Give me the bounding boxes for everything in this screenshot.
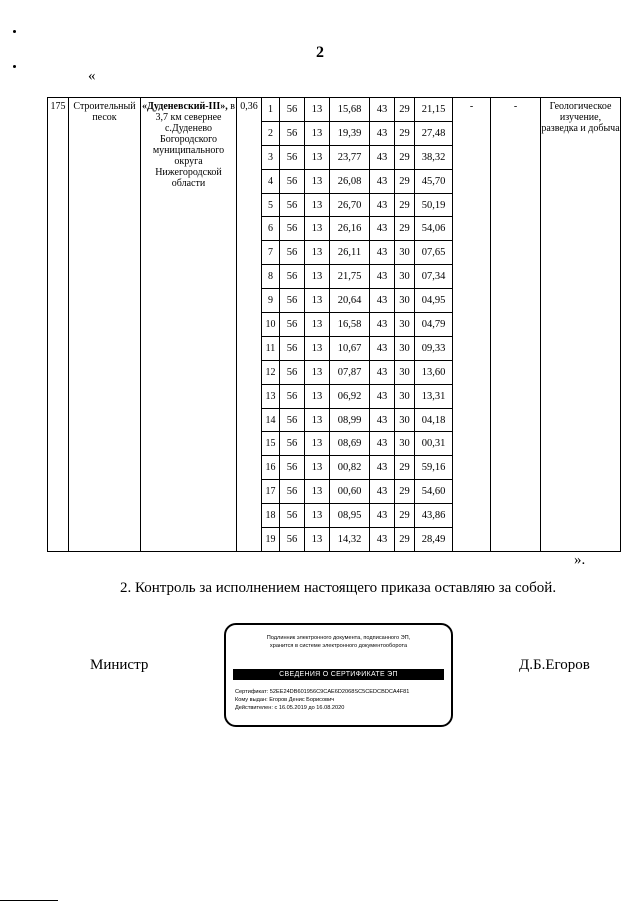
lat-minutes: 13: [305, 98, 330, 122]
stamp-line-1: Подлинник электронного документа, подписанного ЭП,: [266, 635, 411, 641]
lon-degrees: 43: [370, 121, 395, 145]
lat-seconds: 06,92: [330, 384, 370, 408]
stamp-details: [235, 688, 409, 712]
page-number: 2: [316, 44, 324, 61]
lat-degrees: 56: [280, 480, 305, 504]
lon-minutes: 29: [395, 480, 415, 504]
lon-seconds: 09,33: [415, 336, 453, 360]
lon-degrees: 43: [370, 98, 395, 122]
lon-degrees: 43: [370, 384, 395, 408]
lon-minutes: 29: [395, 145, 415, 169]
lat-degrees: 56: [280, 384, 305, 408]
point-number: 13: [262, 384, 280, 408]
lon-degrees: 43: [370, 408, 395, 432]
point-number: 6: [262, 217, 280, 241]
lon-seconds: 13,31: [415, 384, 453, 408]
lon-minutes: 30: [395, 265, 415, 289]
lat-minutes: 13: [305, 313, 330, 337]
point-number: 1: [262, 98, 280, 122]
point-number: 3: [262, 145, 280, 169]
e-signature-stamp: [224, 623, 453, 727]
lat-minutes: 13: [305, 193, 330, 217]
lon-seconds: 54,60: [415, 480, 453, 504]
lon-degrees: 43: [370, 313, 395, 337]
lat-seconds: 26,16: [330, 217, 370, 241]
lon-seconds: 27,48: [415, 121, 453, 145]
site-location: в 3,7 км севернее с.Дуденево Богородского муниципального округа Нижегородской области: [152, 101, 235, 189]
lat-minutes: 13: [305, 384, 330, 408]
mineral-type: Строительный песок: [69, 98, 141, 552]
lon-minutes: 30: [395, 360, 415, 384]
closing-quote: ».: [574, 552, 586, 568]
lon-minutes: 30: [395, 408, 415, 432]
lat-minutes: 13: [305, 528, 330, 552]
lon-seconds: 04,79: [415, 313, 453, 337]
lon-degrees: 43: [370, 193, 395, 217]
lat-degrees: 56: [280, 289, 305, 313]
lat-minutes: 13: [305, 241, 330, 265]
lat-seconds: 23,77: [330, 145, 370, 169]
point-number: 10: [262, 313, 280, 337]
lat-seconds: 00,82: [330, 456, 370, 480]
lat-degrees: 56: [280, 193, 305, 217]
lon-seconds: 04,18: [415, 408, 453, 432]
lat-seconds: 08,95: [330, 504, 370, 528]
lon-seconds: 59,16: [415, 456, 453, 480]
lon-seconds: 04,95: [415, 289, 453, 313]
point-number: 17: [262, 480, 280, 504]
lon-seconds: 54,06: [415, 217, 453, 241]
lat-minutes: 13: [305, 432, 330, 456]
lon-minutes: 29: [395, 193, 415, 217]
lat-minutes: 13: [305, 456, 330, 480]
stamp-band: СВЕДЕНИЯ О СЕРТИФИКАТЕ ЭП: [233, 669, 444, 680]
lon-degrees: 43: [370, 432, 395, 456]
lon-degrees: 43: [370, 456, 395, 480]
area-value: 0,36: [237, 98, 262, 552]
opening-quote: «: [88, 68, 96, 84]
bottom-rule: [0, 900, 58, 901]
lon-minutes: 29: [395, 217, 415, 241]
site-cell: [141, 98, 237, 552]
lon-minutes: 29: [395, 121, 415, 145]
lon-minutes: 29: [395, 98, 415, 122]
lat-minutes: 13: [305, 169, 330, 193]
lon-minutes: 30: [395, 432, 415, 456]
lat-seconds: 16,58: [330, 313, 370, 337]
lat-minutes: 13: [305, 480, 330, 504]
lon-degrees: 43: [370, 217, 395, 241]
lat-seconds: 26,70: [330, 193, 370, 217]
lat-seconds: 08,99: [330, 408, 370, 432]
lon-minutes: 29: [395, 528, 415, 552]
lon-minutes: 30: [395, 241, 415, 265]
lat-degrees: 56: [280, 504, 305, 528]
lon-minutes: 29: [395, 504, 415, 528]
signer-position: Министр: [90, 657, 149, 673]
lat-degrees: 56: [280, 360, 305, 384]
lat-seconds: 15,68: [330, 98, 370, 122]
point-number: 8: [262, 265, 280, 289]
entry-index: 175: [48, 98, 69, 552]
coordinates-table: [47, 97, 621, 552]
lon-seconds: 07,65: [415, 241, 453, 265]
lon-degrees: 43: [370, 169, 395, 193]
lat-degrees: 56: [280, 98, 305, 122]
lon-minutes: 29: [395, 169, 415, 193]
lat-minutes: 13: [305, 408, 330, 432]
lat-seconds: 00,60: [330, 480, 370, 504]
lon-seconds: 28,49: [415, 528, 453, 552]
point-number: 12: [262, 360, 280, 384]
column-b-dash: -: [491, 98, 541, 552]
point-number: 15: [262, 432, 280, 456]
point-number: 18: [262, 504, 280, 528]
lat-degrees: 56: [280, 313, 305, 337]
lat-minutes: 13: [305, 289, 330, 313]
point-number: 14: [262, 408, 280, 432]
table-row: [48, 98, 621, 122]
point-number: 9: [262, 289, 280, 313]
signer-name: Д.Б.Егоров: [519, 657, 590, 673]
lat-seconds: 26,11: [330, 241, 370, 265]
lat-seconds: 08,69: [330, 432, 370, 456]
lat-degrees: 56: [280, 528, 305, 552]
lat-degrees: 56: [280, 145, 305, 169]
lat-degrees: 56: [280, 169, 305, 193]
lat-seconds: 21,75: [330, 265, 370, 289]
lat-minutes: 13: [305, 145, 330, 169]
lon-seconds: 45,70: [415, 169, 453, 193]
lon-degrees: 43: [370, 504, 395, 528]
lat-seconds: 19,39: [330, 121, 370, 145]
stamp-line-2: хранится в системе электронного документооборота: [269, 643, 408, 649]
lat-minutes: 13: [305, 217, 330, 241]
lon-seconds: 00,31: [415, 432, 453, 456]
lat-seconds: 26,08: [330, 169, 370, 193]
lon-minutes: 30: [395, 313, 415, 337]
lon-degrees: 43: [370, 360, 395, 384]
lon-degrees: 43: [370, 241, 395, 265]
lat-minutes: 13: [305, 121, 330, 145]
lat-degrees: 56: [280, 432, 305, 456]
lon-seconds: 38,32: [415, 145, 453, 169]
lon-minutes: 29: [395, 456, 415, 480]
purpose: Геологическое изучение, разведка и добыча: [541, 98, 621, 552]
point-number: 4: [262, 169, 280, 193]
point-number: 5: [262, 193, 280, 217]
lon-degrees: 43: [370, 289, 395, 313]
point-number: 11: [262, 336, 280, 360]
lat-minutes: 13: [305, 336, 330, 360]
lon-degrees: 43: [370, 265, 395, 289]
lon-minutes: 30: [395, 289, 415, 313]
site-name: «Дуденевский-III»,: [142, 101, 228, 112]
lon-seconds: 07,34: [415, 265, 453, 289]
lat-degrees: 56: [280, 456, 305, 480]
lon-seconds: 13,60: [415, 360, 453, 384]
lat-minutes: 13: [305, 265, 330, 289]
lat-seconds: 10,67: [330, 336, 370, 360]
lat-degrees: 56: [280, 265, 305, 289]
point-number: 19: [262, 528, 280, 552]
lat-degrees: 56: [280, 121, 305, 145]
lon-degrees: 43: [370, 145, 395, 169]
margin-dot: [13, 65, 16, 68]
lat-degrees: 56: [280, 217, 305, 241]
lat-degrees: 56: [280, 241, 305, 265]
lon-seconds: 50,19: [415, 193, 453, 217]
stamp-issued-to: Кому выдан: Егоров Денис Борисович: [235, 697, 335, 703]
lon-degrees: 43: [370, 480, 395, 504]
lon-minutes: 30: [395, 336, 415, 360]
stamp-certificate: Сертификат: 52EE24DB601956C9CAE6D2068SC5CEDCBDCA4F81: [235, 689, 410, 695]
lat-degrees: 56: [280, 336, 305, 360]
point-number: 2: [262, 121, 280, 145]
lon-seconds: 21,15: [415, 98, 453, 122]
paragraph-text: 2. Контроль за исполнением настоящего приказа оставляю за собой.: [120, 580, 557, 596]
lat-seconds: 20,64: [330, 289, 370, 313]
stamp-header: [226, 634, 451, 650]
lat-minutes: 13: [305, 360, 330, 384]
margin-dot: [13, 30, 16, 33]
lat-minutes: 13: [305, 504, 330, 528]
point-number: 7: [262, 241, 280, 265]
lon-seconds: 43,86: [415, 504, 453, 528]
lon-degrees: 43: [370, 336, 395, 360]
lon-minutes: 30: [395, 384, 415, 408]
column-a-dash: -: [453, 98, 491, 552]
lat-degrees: 56: [280, 408, 305, 432]
lon-degrees: 43: [370, 528, 395, 552]
lat-seconds: 14,32: [330, 528, 370, 552]
point-number: 16: [262, 456, 280, 480]
lat-seconds: 07,87: [330, 360, 370, 384]
stamp-validity: Действителен: с 16.05.2019 до 16.08.2020: [235, 705, 345, 711]
